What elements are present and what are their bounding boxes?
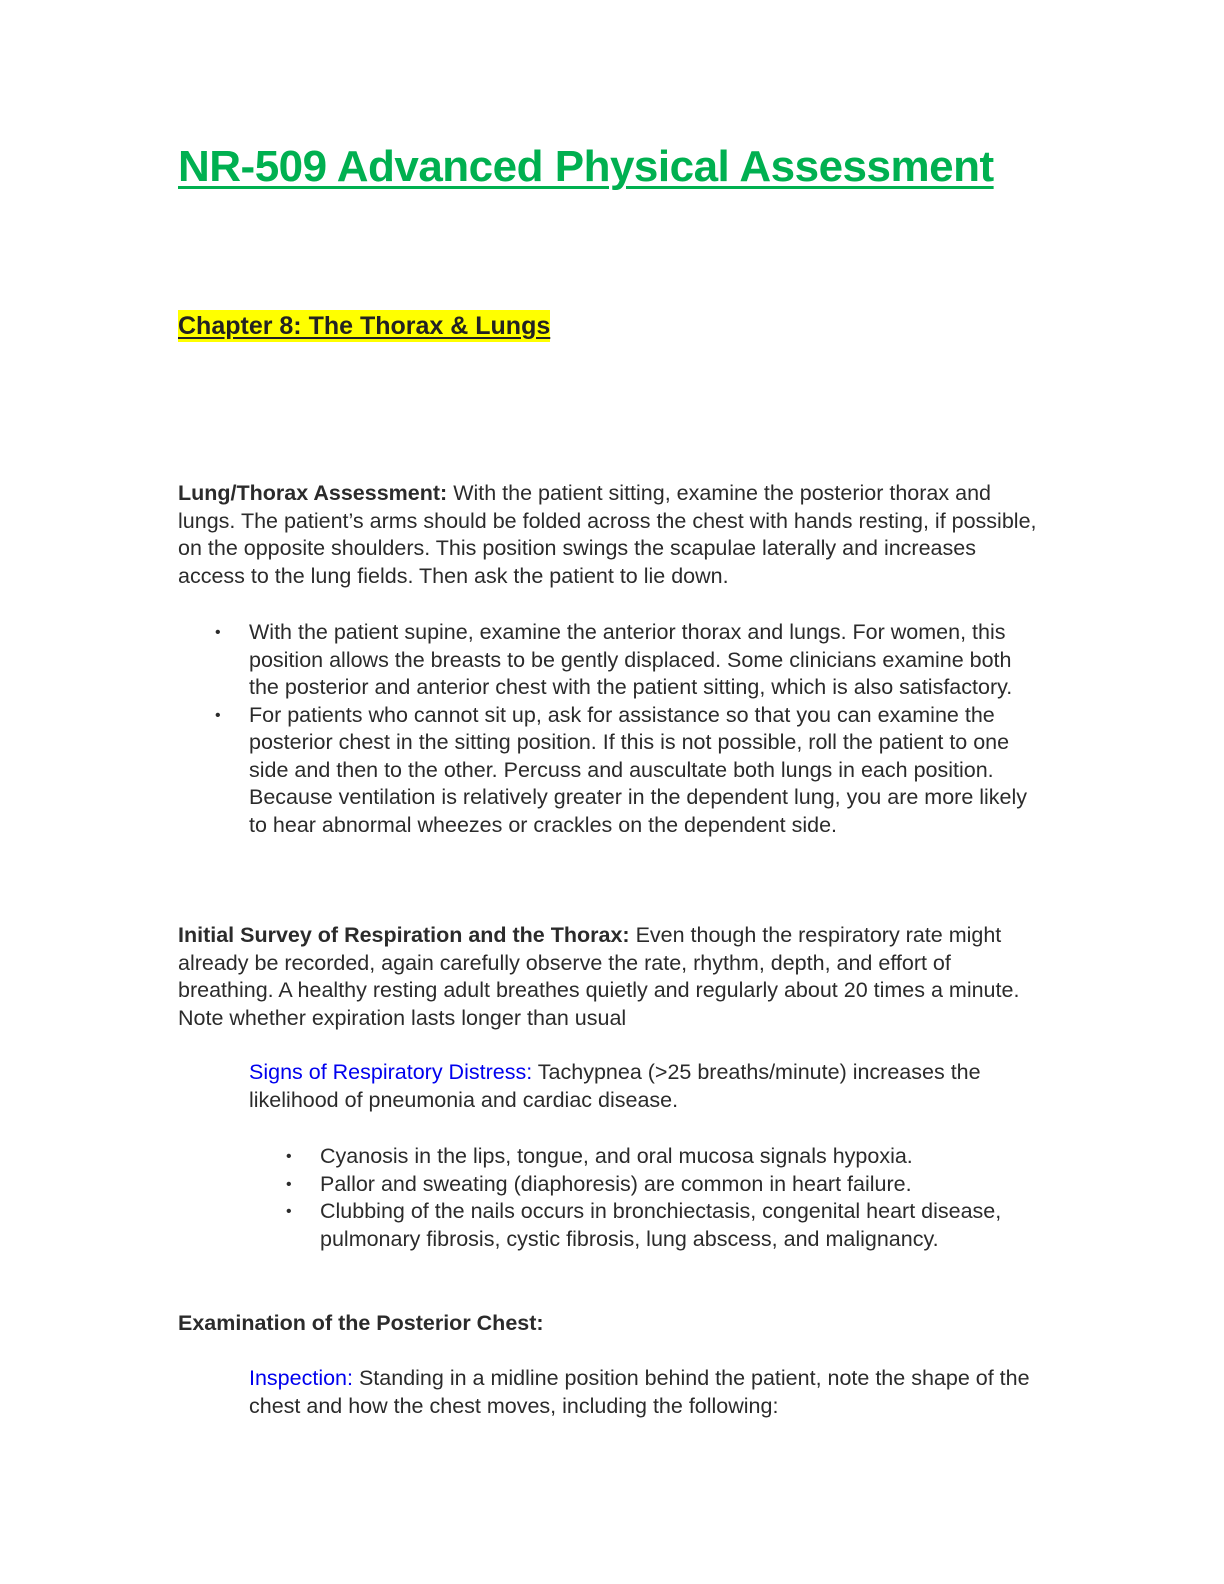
- list-item: [178, 702, 1038, 840]
- posterior-chest-heading: Examination of the Posterior Chest:: [178, 1311, 544, 1335]
- list-item-text: Pallor and sweating (diaphoresis) are common in heart failure.: [320, 1171, 912, 1196]
- list-item: [178, 619, 1038, 702]
- inspection-paragraph: [249, 1365, 1049, 1420]
- list-item-text: Clubbing of the nails occurs in bronchiectasis, congenital heart disease, pulmonary fibrosis, cystic fibrosis, lung abscess, and malignancy.: [320, 1199, 1002, 1251]
- document-title: NR-509 Advanced Physical Assessment: [178, 142, 994, 191]
- lung-assessment-paragraph: [178, 480, 1048, 590]
- inspection-text: Standing in a midline position behind the patient, note the shape of the chest and how the chest moves, including the following:: [249, 1366, 1030, 1418]
- inspection-label: Inspection:: [249, 1366, 353, 1390]
- bullet-icon: •: [215, 624, 221, 641]
- distress-label: Signs of Respiratory Distress:: [249, 1060, 533, 1084]
- bullet-icon: •: [286, 1148, 292, 1165]
- distress-paragraph: [249, 1059, 1049, 1114]
- list-item-text: For patients who cannot sit up, ask for assistance so that you can examine the posterior chest in the sitting position. If this is not possible, roll the patient to one side and then to the other. Percuss and auscultate both lungs in each position. Because ventilation is relatively greater in the dependent lung, you are more likely to hear abnormal wheezes or crackles on the dependent side.: [249, 702, 1028, 837]
- initial-survey-paragraph: [178, 922, 1048, 1032]
- list-item-text: Cyanosis in the lips, tongue, and oral mucosa signals hypoxia.: [320, 1144, 913, 1168]
- bullet-icon: •: [215, 706, 221, 724]
- bullet-icon: •: [286, 1203, 292, 1220]
- distress-bullet-list: [249, 1143, 1069, 1253]
- list-item: [249, 1198, 1069, 1253]
- chapter-heading: Chapter 8: The Thorax & Lungs: [178, 312, 551, 340]
- lung-assessment-text: With the patient sitting, examine the posterior thorax and lungs. The patient’s arms should be folded across the chest with hands resting, if possible, on the opposite shoulders. This position swings the scapulae laterally and increases access to the lung fields. Then ask the patient to lie down.: [178, 481, 1037, 588]
- list-item: [249, 1171, 1069, 1199]
- distress-text: Tachypnea (>25 breaths/minute) increases the likelihood of pneumonia and cardiac disease.: [249, 1060, 981, 1112]
- list-item-text: With the patient supine, examine the anterior thorax and lungs. For women, this position allows the breasts to be gently displaced. Some clinicians examine both the posterior and anterior chest with the patient sitting, which is also satisfactory.: [249, 620, 1013, 699]
- bullet-icon: •: [286, 1175, 292, 1193]
- initial-survey-heading: Initial Survey of Respiration and the Thorax:: [178, 923, 630, 947]
- posterior-chest-heading-paragraph: [178, 1310, 1048, 1338]
- initial-survey-text: Even though the respiratory rate might already be recorded, again carefully observe the rate, rhythm, depth, and effort of breathing. A healthy resting adult breathes quietly and regularly about 20 times a minute. Note whether expiration lasts longer than usual: [178, 923, 1020, 1030]
- position-bullet-list: [178, 619, 1038, 839]
- list-item: [249, 1143, 1069, 1171]
- lung-assessment-heading: Lung/Thorax Assessment:: [178, 481, 448, 505]
